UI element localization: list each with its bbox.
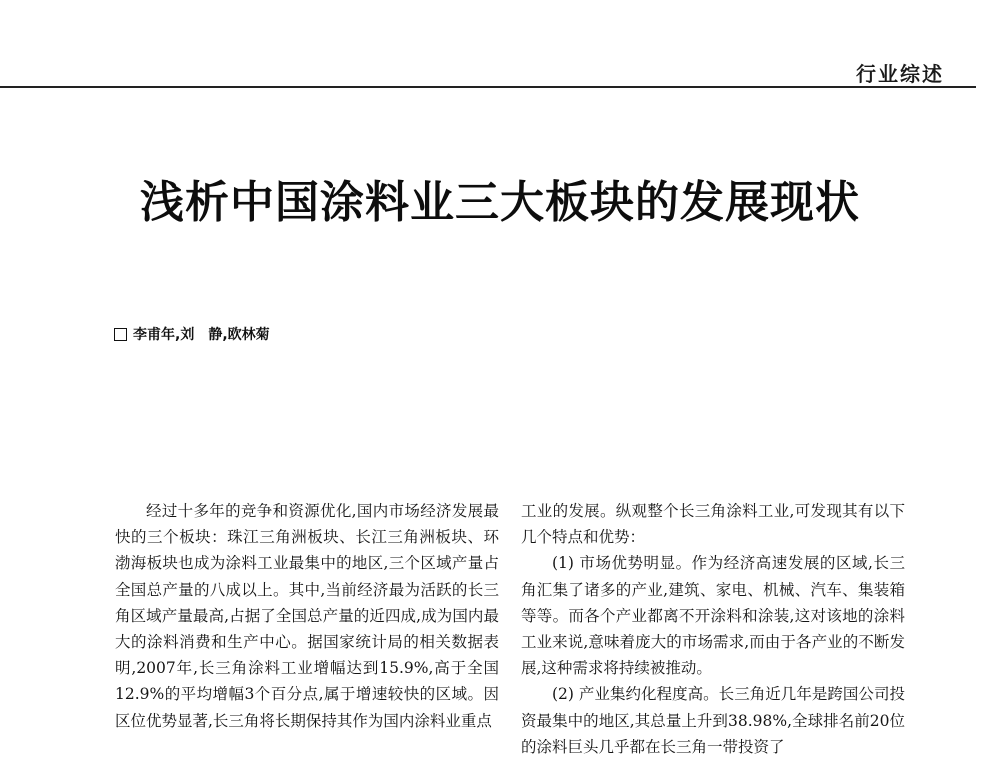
paragraph: 工业的发展。纵观整个长三角涂料工业,可发现其有以下几个特点和优势：	[521, 502, 905, 547]
body-column-right	[521, 498, 905, 760]
article-title: 浅析中国涂料业三大板块的发展现状	[140, 177, 860, 228]
square-bullet-icon	[114, 328, 127, 341]
section-label: 行业综述	[856, 62, 944, 86]
body-column-left	[115, 498, 499, 734]
author-names: 李甫年,刘 静,欧林菊	[133, 327, 270, 343]
paragraph: (1) 市场优势明显。作为经济高速发展的区域,长三角汇集了诸多的产业,建筑、家电、机械、汽车、集装箱等等。而各个产业都离不开涂料和涂装,这对该地的涂料工业来说,意味着庞大的市场需求,而由于各产业的不断发展,这种需求将持续被推动。	[521, 554, 905, 678]
paragraph: (2) 产业集约化程度高。长三角近几年是跨国公司投资最集中的地区,其总量上升到38.98%,全球排名前20位的涂料巨头几乎都在长三角一带投资了	[521, 685, 905, 756]
paragraph: 经过十多年的竞争和资源优化,国内市场经济发展最快的三个板块：珠江三角洲板块、长江三角洲板块、环渤海板块也成为涂料工业最集中的地区,三个区域产量占全国总产量的八成以上。其中,当前经济最为活跃的长三角区域产量最高,占据了全国总产量的近四成,成为国内最大的涂料消费和生产中心。据国家统计局的相关数据表明,2007年,长三角涂料工业增幅达到15.9%,高于全国12.9%的平均增幅3个百分点,属于增速较快的区域。因区位优势显著,长三角将长期保持其作为国内涂料业重点	[115, 502, 499, 730]
header-rule	[0, 86, 976, 88]
author-line	[114, 324, 270, 344]
